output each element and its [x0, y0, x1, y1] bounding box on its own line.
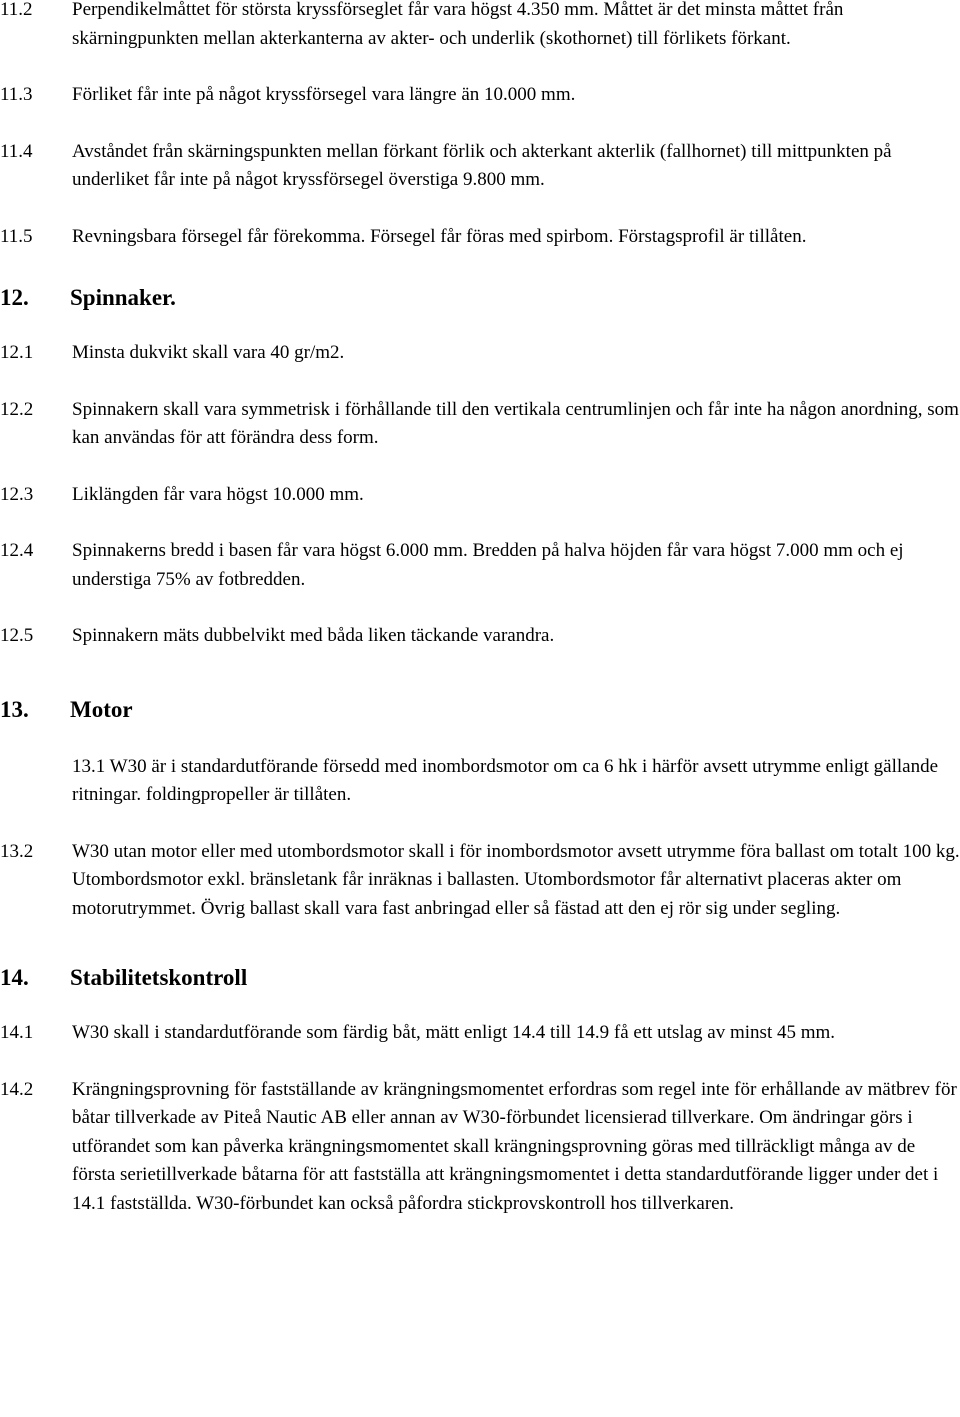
clause-text: Revningsbara försegel får förekomma. Försegel får föras med spirbom. Förstagsprofil är tillåten.	[72, 225, 807, 247]
clause-11-2	[0, 0, 960, 53]
clause-number: 11.3	[0, 84, 33, 105]
clause-number: 13.2	[0, 840, 34, 862]
clause-14-1	[0, 1019, 960, 1048]
clause-text: Liklängden får vara högst 10.000 mm.	[72, 483, 364, 505]
clause-number: 12.5	[0, 625, 34, 646]
clause-11-5	[0, 223, 960, 252]
clause-text: Perpendikelmåttet för största kryssförseglet får vara högst 4.350 mm. Måttet är det minsta måttet från skärningpunkten mellan akterkanterna av akter- och underlik (skothornet) till förlikets förkant.	[72, 0, 844, 49]
clause-text: Avståndet från skärningspunkten mellan förkant förlik och akterkant akterlik (fallhornet) till mittpunkten på underliket får inte på något kryssförsegel överstiga 9.800 mm.	[72, 140, 892, 190]
section-title: Motor	[70, 696, 133, 722]
clause-number: 12.4	[0, 540, 34, 561]
section-title: Stabilitetskontroll	[70, 965, 248, 990]
clause-text: Minsta dukvikt skall vara 40 gr/m2.	[72, 342, 345, 363]
clause-number: 12.2	[0, 398, 34, 420]
section-number: 13.	[0, 696, 29, 722]
clause-12-1	[0, 339, 960, 368]
clause-number: 14.1	[0, 1022, 34, 1043]
clause-14-2	[0, 1076, 960, 1219]
clause-text: Spinnakern skall vara symmetrisk i förhållande till den vertikala centrumlinjen och får inte ha någon anordning, som kan användas för att förändra dess form.	[72, 398, 959, 448]
clause-number: 11.2	[0, 0, 33, 20]
clause-text: 13.1 W30 är i standardutförande försedd med inombordsmotor om ca 6 hk i härför avsett utrymme enligt gällande ritningar. foldingpropeller är tillåten.	[72, 755, 939, 805]
clause-text: W30 skall i standardutförande som färdig båt, mätt enligt 14.4 till 14.9 få ett utslag av minst 45 mm.	[72, 1022, 836, 1043]
clause-12-2	[0, 396, 960, 453]
section-heading-motor	[0, 695, 960, 725]
section-heading-spinnaker	[0, 283, 960, 313]
clause-text: W30 utan motor eller med utombordsmotor skall i för inombordsmotor avsett utrymme föra ballast om totalt 100 kg. Utombordsmotor exkl. bränsletank får inräknas i ballasten. Utombordsmotor får alternativt placeras akter om motorutrymmet. Övrig ballast skall vara fast anbringad eller så fästad att den ej rör sig under segling.	[72, 840, 960, 919]
clause-number: 11.4	[0, 140, 33, 162]
clause-11-4	[0, 138, 960, 195]
clause-13-2	[0, 838, 960, 924]
clause-text: Spinnakerns bredd i basen får vara högst 6.000 mm. Bredden på halva höjden får vara högst 7.000 mm och ej understiga 75% av fotbredden.	[72, 540, 904, 590]
clause-number: 12.3	[0, 483, 34, 505]
section-number: 12.	[0, 285, 29, 310]
clause-number: 12.1	[0, 342, 34, 363]
section-heading-stabilitetskontroll	[0, 963, 960, 993]
clause-13-1	[0, 753, 960, 810]
clause-12-3	[0, 481, 960, 510]
clause-text: Krängningsprovning för fastställande av krängningsmomentet erfordras som regel inte för erhållande av mätbrev för båtar tillverkade av Piteå Nautic AB eller annan av W30-förbundet licensierad tillverkare. Om ändringar görs i utförandet som kan påverka krängningsmomentet skall krängningsprovning göras med tillräckligt många av de första serietillverkade båtarna för att fastställa att krängningsmomentet i detta standardutförande ligger under det i 14.1 fastställda. W30-förbundet kan också påfordra stickprovskontroll hos tillverkaren.	[72, 1078, 957, 1214]
clause-text: Förliket får inte på något kryssförsegel vara längre än 10.000 mm.	[72, 84, 576, 105]
clause-number: 11.5	[0, 225, 33, 247]
clause-12-4	[0, 537, 960, 594]
section-number: 14.	[0, 965, 29, 990]
clause-12-5	[0, 622, 960, 651]
clause-number: 14.2	[0, 1078, 34, 1100]
clause-text: Spinnakern mäts dubbelvikt med båda liken täckande varandra.	[72, 625, 555, 646]
section-title: Spinnaker.	[70, 285, 176, 310]
clause-11-3	[0, 81, 960, 110]
